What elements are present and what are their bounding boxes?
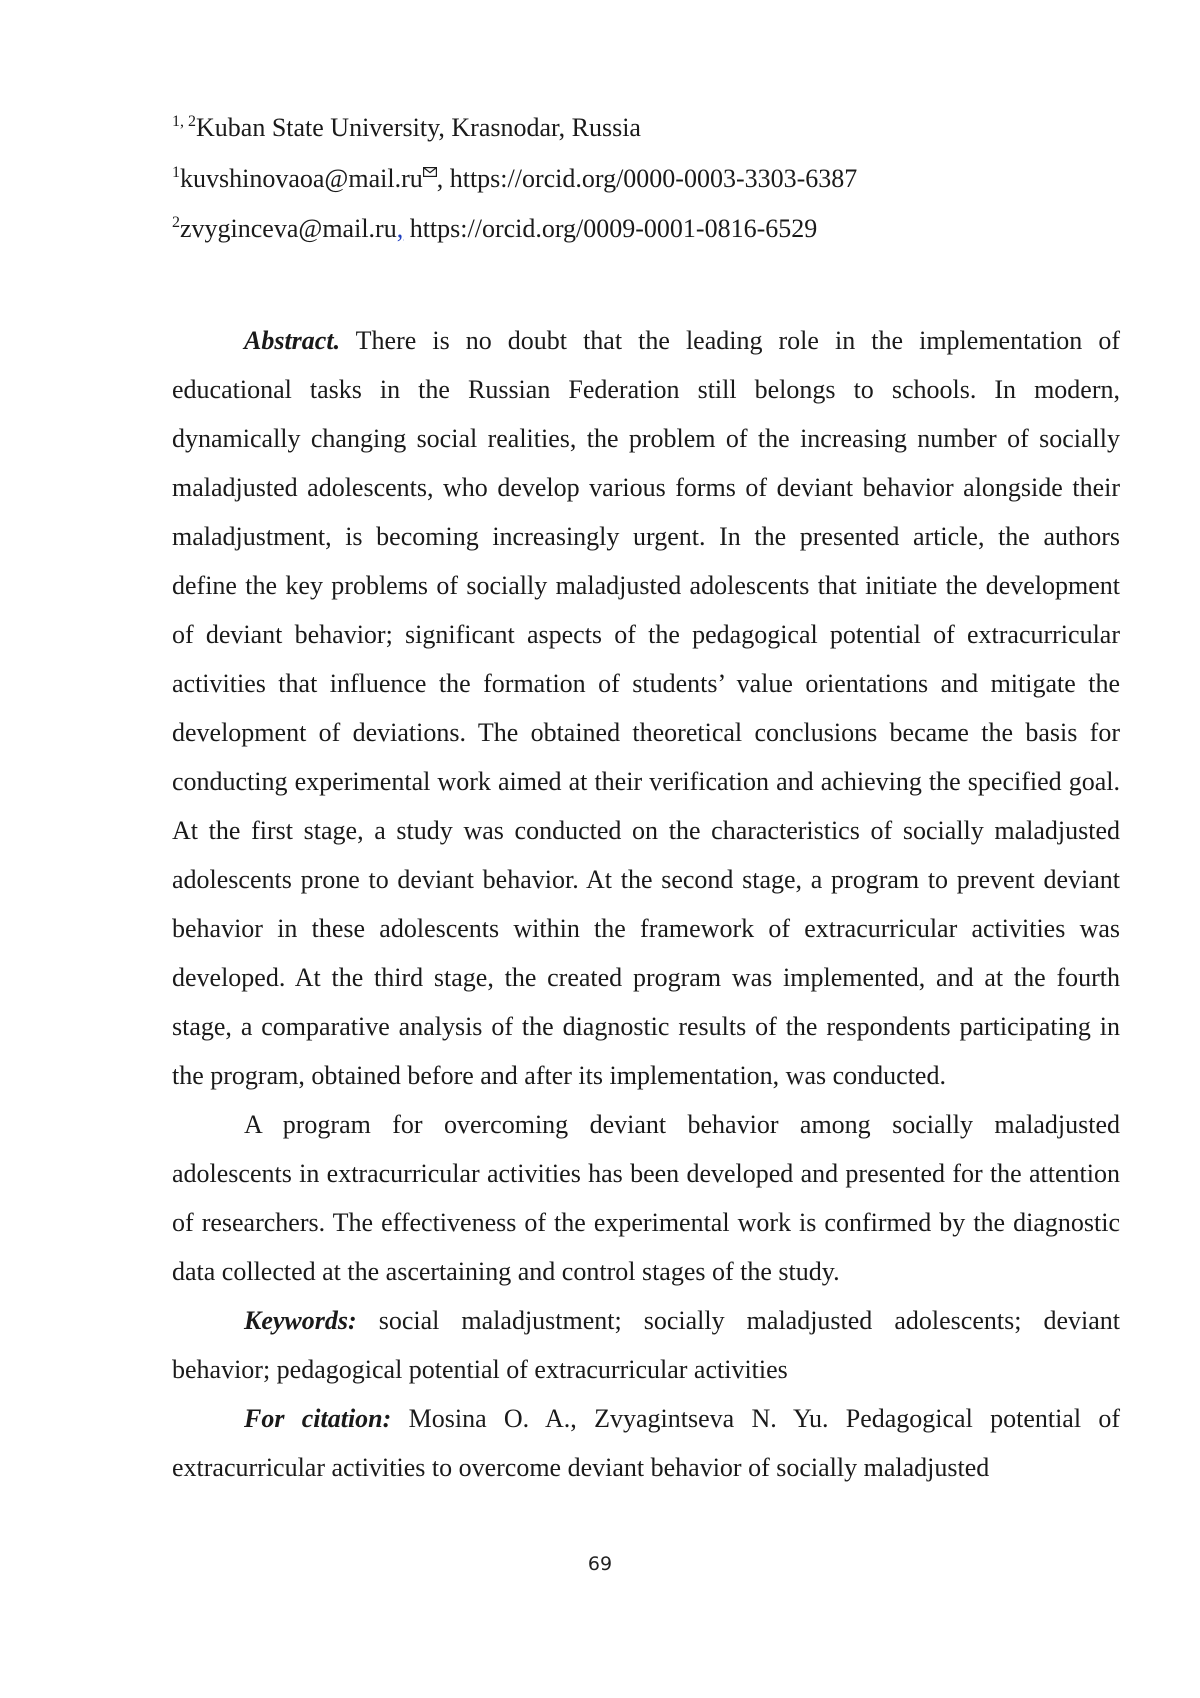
author2-orcid: https://orcid.org/0009-0001-0816-6529 [403,214,818,243]
author2-contact-line [172,213,1152,245]
abstract-paragraph-2: A program for overcoming deviant behavior among socially maladjusted adolescents in extracurricular activities has been developed and presented for the attention of researchers. The effectiveness of the experimental work is confirmed by the diagnostic data collected at the ascertaining and control stages of the study. [172,1110,1120,1286]
affiliation-superscript: 1, 2 [172,113,196,130]
citation-text: Mosina O. A., Zvyagintseva N. Yu. Pedagogical potential of extracurricular activities to overcome deviant behavior of socially maladjusted [172,1404,1121,1482]
author1-superscript: 1 [172,164,180,181]
author1-orcid: , https://orcid.org/0000-0003-3303-6387 [436,164,858,193]
abstract-label: Abstract. [244,326,341,355]
author1-email: kuvshinovaoa@mail.ru [180,164,423,193]
author1-contact-line [172,163,1152,195]
keywords-label: Keywords: [244,1306,357,1335]
author2-superscript: 2 [172,214,180,231]
affiliation-text: Kuban State University, Krasnodar, Russia [196,113,641,142]
author2-email: zvyginceva@mail.ru [180,214,397,243]
abstract-block [172,316,1120,1492]
keywords-paragraph [172,1296,1120,1394]
abstract-paragraph [172,316,1120,1100]
author2-link-comma[interactable]: , [396,214,404,243]
abstract-text: There is no doubt that the leading role in the implementation of educational tasks in the Russian Federation still belongs to schools. In modern, dynamically changing social realities, the problem of the increasing number of socially maladjusted adolescents, who develop various forms of deviant behavior alongside their maladjustment, is becoming increasingly urgent. In the presented article, the authors define the key problems of socially maladjusted adolescents that initiate the development of deviant behavior; significant aspects of the pedagogical potential of extracurricular activities that influence the formation of students’ value orientations and mitigate the development of deviations. The obtained theoretical conclusions became the basis for conducting experimental work aimed at their verification and achieving the specified goal. At the first stage, a study was conducted on the characteristics of socially maladjusted adolescents prone to deviant behavior. At the second stage, a program to prevent deviant behavior in these adolescents within the framework of extracurricular activities was developed. At the third stage, the created program was implemented, and at the fourth stage, a comparative analysis of the diagnostic results of the respondents participating in the program, obtained before and after its implementation, was conducted. [172,326,1121,1090]
envelope-icon [423,167,437,177]
citation-paragraph [172,1394,1120,1492]
citation-label: For citation: [244,1404,392,1433]
affiliation-line [172,112,1152,144]
page-number: 69 [587,1553,613,1575]
keywords-text: social maladjustment; socially maladjusted adolescents; deviant behavior; pedagogical potential of extracurricular activities [172,1306,1120,1384]
